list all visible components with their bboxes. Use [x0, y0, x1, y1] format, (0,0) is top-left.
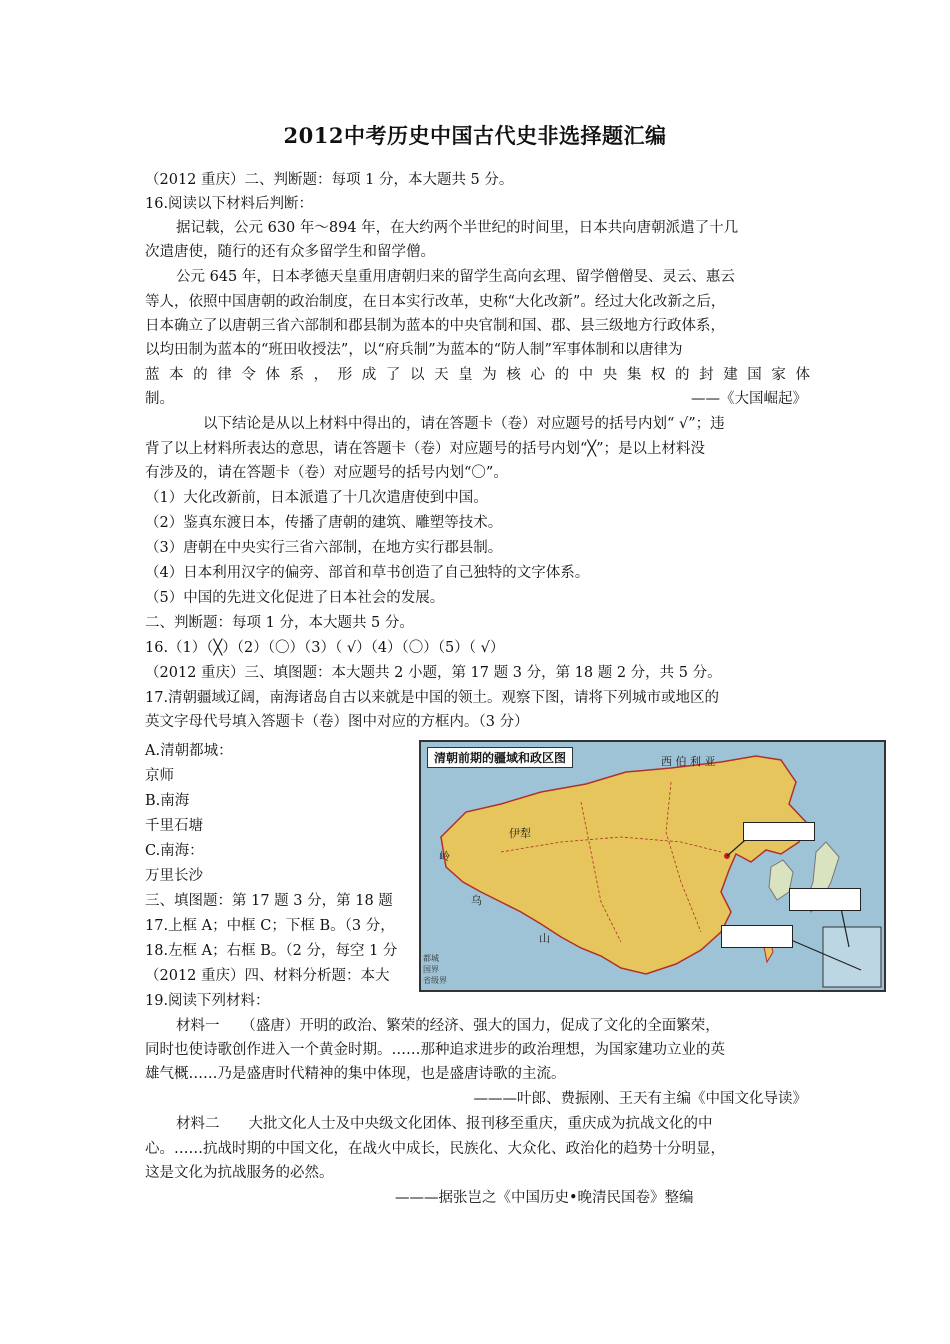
statement-item: （5）中国的先进文化促进了日本社会的发展。: [145, 590, 445, 606]
paragraph-line: 等人，依照中国唐朝的政治制度，在日本实行改革，史称“大化改新”。经过大化改新之后，: [145, 294, 726, 310]
qing-territory-map: [419, 740, 886, 992]
answer-heading: 二、判断题：每项 1 分，本大题共 5 分。: [145, 615, 414, 631]
instruction-line: 背了以上材料所表达的意思，请在答题卡（卷）对应题号的括号内划“╳”；是以上材料没: [145, 441, 706, 457]
answer-box-bottom[interactable]: [721, 925, 793, 948]
option-line: 京师: [145, 768, 174, 784]
answer-heading: 三、填图题：第 17 题 3 分，第 18 题: [145, 893, 393, 909]
section-heading: （2012 重庆）二、判断题：每项 1 分，本大题共 5 分。: [145, 172, 514, 188]
material-line: 心。……抗战时期的中国文化，在战火中成长，民族化、大众化、政治化的趋势十分明显，: [145, 1141, 725, 1157]
map-label-yili: 伊犁: [509, 827, 531, 840]
statement-item: （1）大化改新前，日本派遣了十几次遣唐使到中国。: [145, 490, 488, 506]
option-line: A.清朝都城：: [145, 743, 233, 759]
map-label-ling: 岭: [439, 850, 450, 863]
statement-item: （4）日本利用汉字的偏旁、部首和草书创造了自己独特的文字体系。: [145, 565, 590, 581]
map-label-wu: 乌: [471, 894, 482, 907]
option-line: 万里长沙: [145, 868, 203, 884]
source-citation: ———据张岂之《中国历史•晚清民国卷》整编: [395, 1190, 694, 1206]
question-stem: 英文字母代号填入答题卡（卷）图中对应的方框内。（3 分）: [145, 714, 529, 730]
page-title: 2012中考历史中国古代史非选择题汇编: [283, 123, 667, 148]
material-line: 这是文化为抗战服务的必然。: [145, 1165, 334, 1181]
question-stem: 17.清朝疆域辽阔，南海诸岛自古以来就是中国的领土。观察下图，请将下列城市或地区的: [145, 690, 720, 706]
paragraph-line: 次遣唐使，随行的还有众多留学生和留学僧。: [145, 244, 435, 260]
legend-item: 省级界: [423, 976, 447, 985]
answer-line: 18.左框 A；右框 B。（2 分，每空 1 分: [145, 943, 398, 959]
option-line: C.南海：: [145, 843, 204, 859]
legend-item: 都城: [423, 954, 439, 963]
paragraph-line: 公元 645 年，日本孝德天皇重用唐朝归来的留学生高向玄理、留学僧僧旻、灵云、惠云: [176, 269, 735, 285]
map-label-shan: 山: [539, 932, 550, 945]
question-stem: 19.阅读下列材料：: [145, 993, 270, 1009]
map-label-siberia: 西 伯 利 亚: [661, 755, 716, 768]
instruction-line: 有涉及的，请在答题卡（卷）对应题号的括号内划“〇”。: [145, 465, 508, 481]
question-stem: 16.阅读以下材料后判断：: [145, 196, 314, 212]
paragraph-line: 蓝 本 的 律 令 体 系 ， 形 成 了 以 天 皇 为 核 心 的 中 央 集 权 的 封 建 国 家 体: [145, 367, 810, 383]
map-drawing: [421, 742, 884, 990]
section-heading: （2012 重庆）三、填图题：本大题共 2 小题，第 17 题 3 分，第 18 题 2 分，共 5 分。: [145, 665, 722, 681]
answer-line: 17.上框 A；中框 C；下框 B。（3 分，: [145, 918, 395, 934]
answer-box-top[interactable]: [743, 822, 815, 841]
option-line: 千里石塘: [145, 818, 203, 834]
legend-item: 国界: [423, 965, 439, 974]
statement-item: （2）鉴真东渡日本，传播了唐朝的建筑、雕塑等技术。: [145, 515, 503, 531]
map-title: 清朝前期的疆域和政区图: [427, 747, 573, 768]
material-line: 雄气概……乃是盛唐时代精神的集中体现，也是盛唐诗歌的主流。: [145, 1066, 566, 1082]
paragraph-line: 据记载，公元 630 年～894 年，在大约两个半世纪的时间里，日本共向唐朝派遣了十几: [176, 220, 739, 236]
map-legend: [423, 953, 471, 986]
section-heading: （2012 重庆）四、材料分析题：本大: [145, 968, 390, 984]
source-citation: ——《大国崛起》: [691, 391, 807, 407]
answer-line: 16.（1）（╳）（2）（〇）（3）（ √）（4）（〇）（5）（ √）: [145, 640, 505, 656]
instruction-line: 以下结论是从以上材料中得出的，请在答题卡（卷）对应题号的括号内划“ √”；违: [203, 416, 725, 432]
option-line: B.南海: [145, 793, 190, 809]
paragraph-line: 以均田制为蓝本的“班田收授法”，以“府兵制”为蓝本的“防人制”军事体制和以唐律为: [145, 342, 683, 358]
material-line: 同时也使诗歌创作进入一个黄金时期。……那种追求进步的政治理想，为国家建功立业的英: [145, 1042, 725, 1058]
material-line: 材料一 （盛唐）开明的政治、繁荣的经济、强大的国力，促成了文化的全面繁荣，: [176, 1018, 720, 1034]
paragraph-line: 日本确立了以唐朝三省六部制和郡县制为蓝本的中央官制和国、郡、县三级地方行政体系，: [145, 318, 725, 334]
material-line: 材料二 大批文化人士及中央级文化团体、报刊移至重庆，重庆成为抗战文化的中: [176, 1116, 713, 1132]
paragraph-line: 制。: [145, 391, 174, 407]
statement-item: （3）唐朝在中央实行三省六部制，在地方实行郡县制。: [145, 540, 503, 556]
answer-box-middle[interactable]: [789, 888, 861, 911]
source-citation: ———叶郎、费振刚、王天有主编《中国文化导读》: [473, 1091, 807, 1107]
